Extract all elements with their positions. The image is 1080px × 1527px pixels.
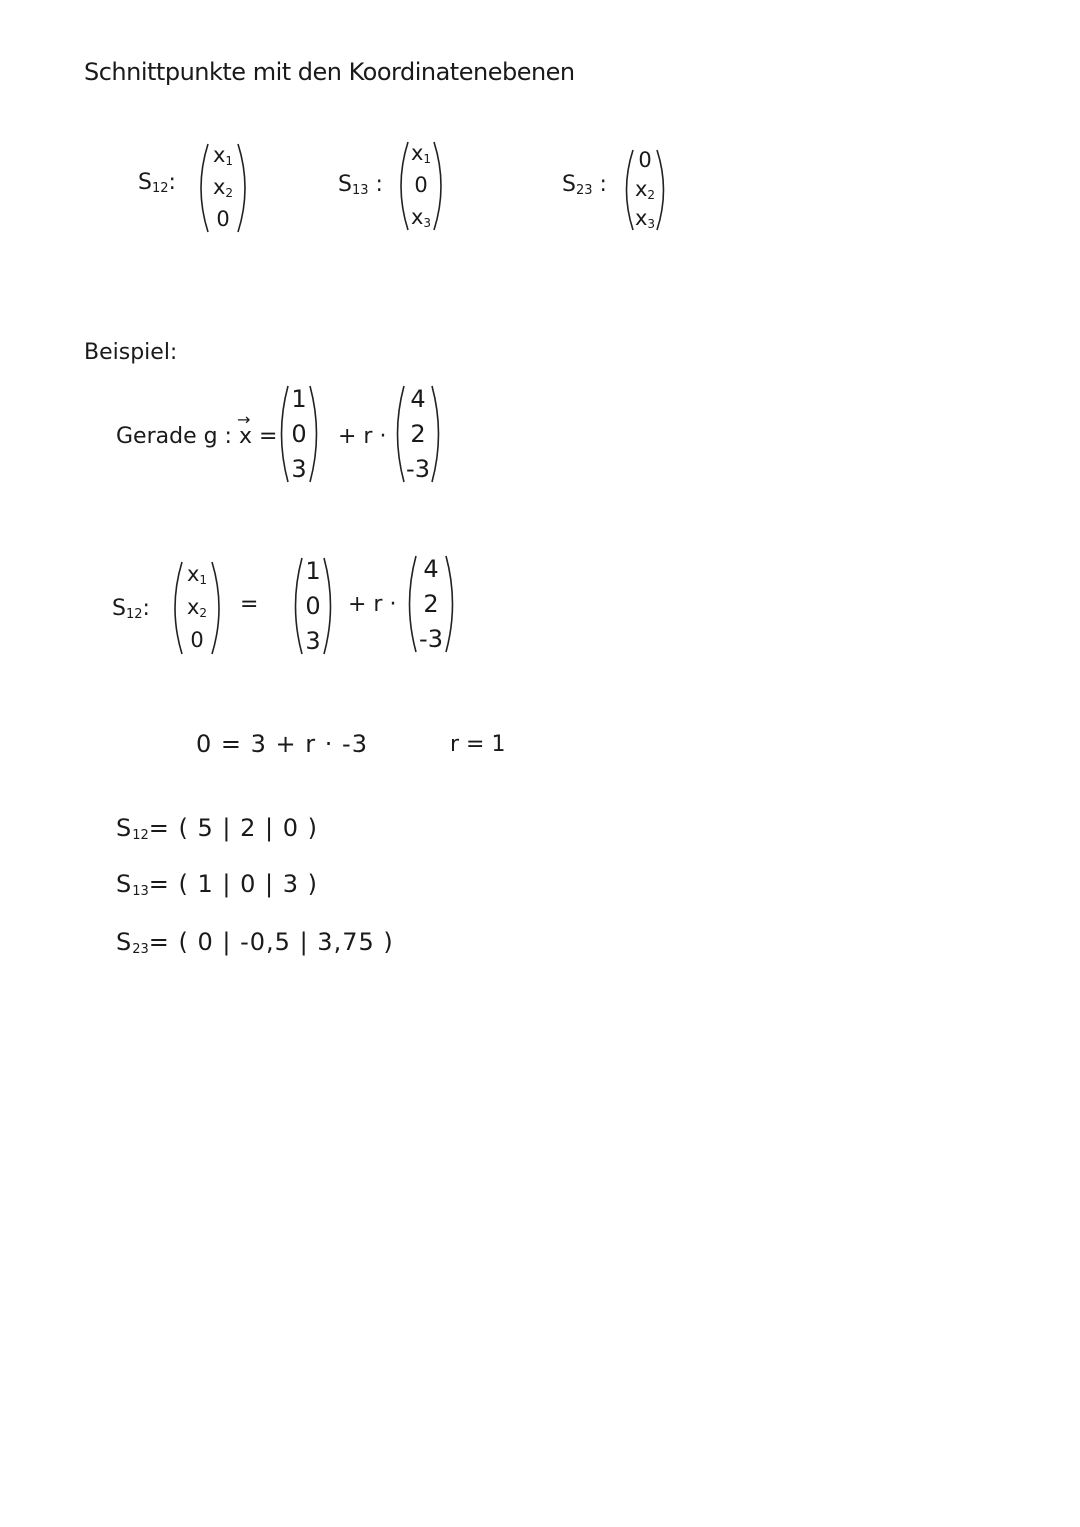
matrix-entry: $x_3$ bbox=[634, 206, 656, 232]
matrix-entry: $x_2$ bbox=[212, 175, 234, 200]
s12-eq-label: $S_{12}$: bbox=[112, 596, 150, 622]
result-s13: $S_{13}=$ ( 1 | 0 | 3 ) bbox=[116, 870, 318, 899]
matrix-entry: 1 bbox=[305, 557, 321, 586]
result-s23: $S_{23}=$ ( 0 | -0,5 | 3,75 ) bbox=[116, 928, 394, 957]
gerade-label: Gerade g : → x = bbox=[116, 410, 278, 449]
matrix-entry: 0 bbox=[414, 173, 428, 197]
direction-vector bbox=[394, 382, 442, 486]
matrix-entry: 3 bbox=[291, 454, 307, 483]
matrix-entry: $x_1$ bbox=[186, 561, 208, 587]
matrix-entry: 0 bbox=[291, 419, 307, 448]
matrix-entry: 1 bbox=[291, 385, 307, 414]
page-title: Schnittpunkte mit den Koordinatenebenen bbox=[84, 58, 575, 86]
s12-eq-matrix bbox=[170, 558, 224, 658]
solve-result: r = 1 bbox=[450, 732, 506, 757]
s12-label: $S_{12}$: bbox=[138, 170, 176, 196]
matrix-entry: 0 bbox=[216, 207, 230, 231]
s23-label: $S_{23}$ : bbox=[562, 172, 607, 198]
matrix-entry: -3 bbox=[419, 624, 443, 653]
equals-sign: = bbox=[240, 592, 259, 617]
matrix-entry: 4 bbox=[410, 385, 426, 414]
matrix-entry: 0 bbox=[638, 147, 652, 172]
matrix-entry: 2 bbox=[410, 419, 426, 448]
plus-r: + r · bbox=[348, 592, 397, 617]
s13-matrix bbox=[396, 138, 446, 234]
support-vector bbox=[292, 554, 334, 658]
s13-label: $S_{13}$ : bbox=[338, 172, 383, 198]
matrix-entry: -3 bbox=[406, 454, 430, 483]
matrix-entry: 3 bbox=[305, 626, 321, 655]
vector-arrow-icon: → bbox=[236, 410, 251, 429]
direction-vector bbox=[406, 552, 456, 656]
solve-equation: 0 = 3 + r · -3 bbox=[196, 730, 368, 758]
matrix-entry: 0 bbox=[190, 628, 204, 653]
matrix-entry: $x_1$ bbox=[410, 141, 432, 166]
matrix-entry: 4 bbox=[423, 555, 439, 584]
matrix-entry: $x_2$ bbox=[634, 176, 656, 202]
s12-matrix bbox=[196, 140, 250, 236]
plus-r: + r · bbox=[338, 424, 387, 449]
matrix-entry: 0 bbox=[305, 591, 321, 620]
matrix-entry: $x_1$ bbox=[212, 143, 234, 168]
matrix-entry: $x_2$ bbox=[186, 594, 208, 620]
result-s12: $S_{12}=$ ( 5 | 2 | 0 ) bbox=[116, 814, 318, 843]
support-vector bbox=[278, 382, 320, 486]
s23-matrix bbox=[622, 146, 668, 234]
beispiel-heading: Beispiel: bbox=[84, 340, 178, 365]
matrix-entry: $x_3$ bbox=[410, 205, 432, 230]
matrix-entry: 2 bbox=[423, 589, 439, 618]
